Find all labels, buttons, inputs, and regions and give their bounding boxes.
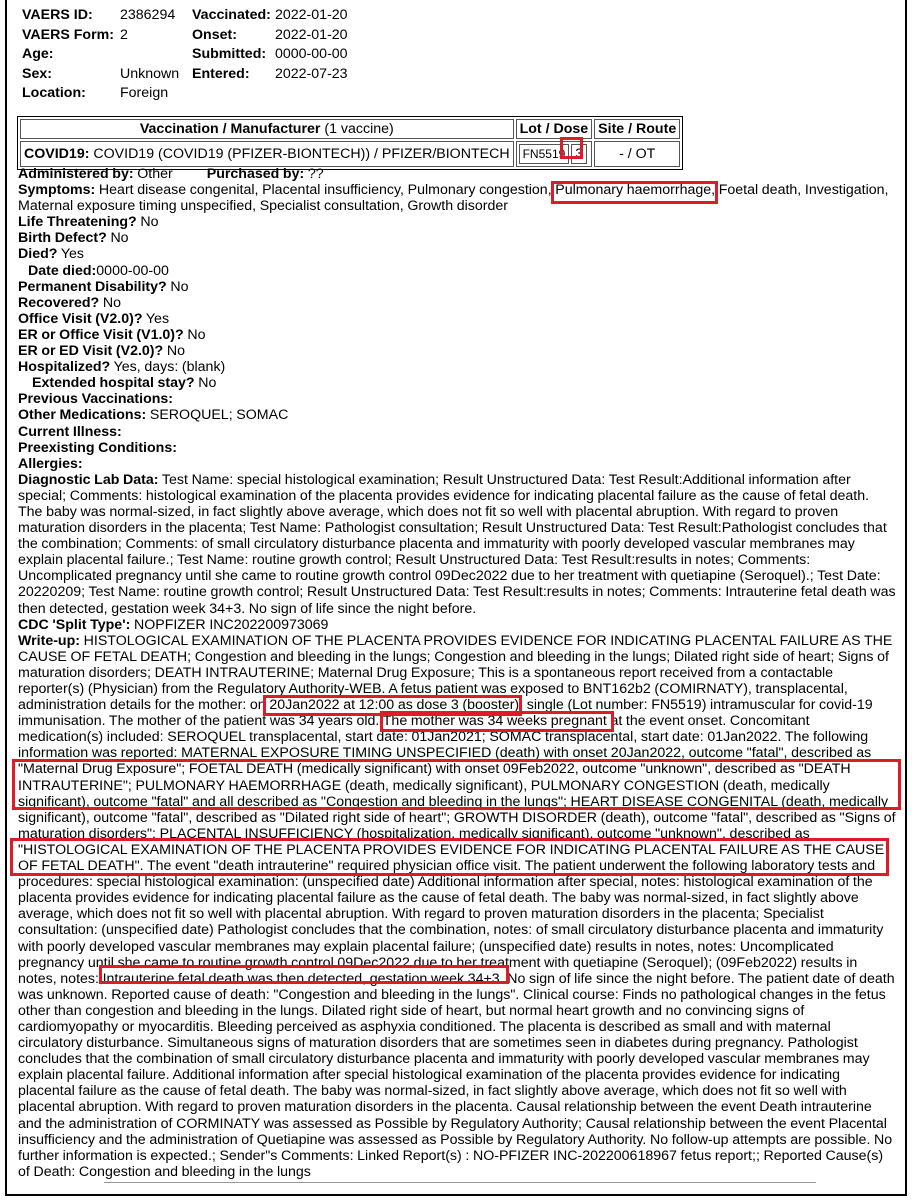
er-ed-row: ER or ED Visit (V2.0)? No <box>18 343 185 360</box>
writeup-row: Write-up: HISTOLOGICAL EXAMINATION OF THE PLACENTA PROVIDES EVIDENCE FOR INDICATING PLACENTAL FAILURE AS THE CAUSE OF FETAL DEATH; Congestion and bleeding in the lungs; Congestion and bleeding in the lungs; Dilated right side of heart; Signs of maturation disorders; DEATH INTRAUTERINE; Maternal Drug Exposure; This is a spontaneous report received from a contactable reporter(s) (Physician) from the Regulatory Authority-WEB. A fetus patient was exposed to BNT162b2 (COMIRNATY), transplacental, administration details for the mother: on 20Jan2022 at 12:00 as dose 3 (booster), single (Lot number: FN5519) intramuscular for covid-19 immunisation. The mother of the patient was 34 years old. The mother was 34 weeks pregnant at the event onset. Concomitant medication(s) included: SEROQUEL transplacental, start date: 01Jan2021; SOMAC transplacental, start date: 01Jan2022. The following information was reported: MATERNAL EXPOSURE TIMING UNSPECIFIED (death) with onset 20Jan2022, outcome "fatal", described as "Maternal Drug Exposure"; FOETAL DEATH (medically significant) with onset 09Feb2022, outcome "unknown", described as "DEATH INTRAUTERINE"; PULMONARY HAEMORRHAGE (death, medically significant), PULMONARY CONGESTION (death, medically significant), outcome "fatal" and all described as "Congestion and bleeding in the lungs"; HEART DISEASE CONGENITAL (death, medically significant), outcome "fatal", described as "Dilated right side of heart"; GROWTH DISORDER (death), outcome "fatal", described as "Signs of maturation disorders"; PLACENTAL INSUFFICIENCY (hospitalization, medically significant), outcome "unknown", described as "HISTOLOGICAL EXAMINATION OF THE PLACENTA PROVIDES EVIDENCE FOR INDICATING PLACENTAL FAILURE AS THE CAUSE OF FETAL DEATH". The event "death intrauterine" required physician office visit. The patient underwent the following laboratory tests and procedures: special histological examination: (unspecified date) Additional information after special, notes: histological examination of the placenta provides evidence for indicating placental failure as the cause of fetal death. The baby was normal-sized, in fact slightly above average, which does not fit so well with placental abruption. With regard to proven maturation disorders in the placenta; Specialist consultation: (unspecified date) Pathologist concludes that the combination, notes: of small circulatory disturbance placenta and immaturity with poorly developed vascular membranes may explain placental failure; (unspecified date) results in notes, notes: Uncomplicated pregnancy until she came to routine growth control 09Dec2022 due to her treatment with quetiapine (Seroquel); (09Feb2022) results in notes, notes: Intrauterine fetal death was then detected, gestation week 34+3. No sign of life since the night before. The patient date of death was unknown. Reported cause of death: "Congestion and bleeding in the lungs". Clinical course: Finds no pathological changes in the fetus other than congestion and bleeding in the lungs. Dilated right side of heart, but normal heart growth and no convincing signs of cardiomyopathy or myocarditis. Bleeding perceived as asphyxia conditioned. The placenta is described as small and with maternal circulatory disturbance. Simultaneous signs of maturation disorders that are sometimes seen in diabetes during pregnancy. Pathologist concludes that the combination of small circulatory disturbance placenta and immaturity with poorly developed vascular membranes may explain placental failure. Additional information after special histological examination of the placenta provides evidence for indicating placental failure as the cause of fetal death. The baby was normal-sized, in fact slightly above average, which does not fit so well with placental abruption. With regard to proven maturation disorders in the placenta. Causal relationship between the event Death intrauterine and the administration of CORMINATY was assessed as Possible by Regulatory Authority; Causal relationship between the event Placental insufficiency and the administration of Quetiapine was assessed as Possible by Regulatory Authority. No follow-up attempts are possible. No further information is expected.; Sender"s Comments: Linked Report(s) : NO-PFIZER INC-202200618967 fetus report;; Reported Cause(s) of Death: Congestion and bleeding in the lungs <box>18 632 896 1180</box>
site-route-cell: - / OT <box>594 141 680 167</box>
location-value: Foreign <box>120 85 169 101</box>
writeup-text: HISTOLOGICAL EXAMINATION OF THE PLACENTA PROVIDES EVIDENCE FOR INDICATING PLACENTAL FAILURE AS THE CAUSE OF FETAL DEATH; Congestion and bleeding in the lungs; Congestion and bleeding in the lungs; Dilated right side of heart; Signs of maturation disorders; DEATH INTRAUTERINE; Maternal Drug Exposure; This is a spontaneous report received from a contactable reporter(s) (Physician) from the Regulatory Authority-WEB. A fetus patient was exposed to BNT162b2 (COMIRNATY), transplacental, administration details for the mother: on 20Jan2022 at 12:00 as dose 3 (booster), single (Lot number: FN5519) intramuscular for covid-19 immunisation. The mother of the patient was 34 years old. The mother was 34 weeks pregnant at the event onset. Concomitant medication(s) included: SEROQUEL transplacental, start date: 01Jan2021; SOMAC transplacental, start date: 01Jan2022. The following information was reported: MATERNAL EXPOSURE TIMING UNSPECIFIED (death) with onset 20Jan2022, outcome "fatal", described as "Maternal Drug Exposure"; FOETAL DEATH (medically significant) with onset 09Feb2022, outcome "unknown", described as "DEATH INTRAUTERINE"; PULMONARY HAEMORRHAGE (death, medically significant), PULMONARY CONGESTION (death, medically significant), outcome "fatal" and all described as "Congestion and bleeding in the lungs"; HEART DISEASE CONGENITAL (death, medically significant), outcome "fatal", described as "Dilated right side of heart"; GROWTH DISORDER (death), outcome "fatal", described as "Signs of maturation disorders"; PLACENTAL INSUFFICIENCY (hospitalization, medically significant), outcome "unknown", described as "HISTOLOGICAL EXAMINATION OF THE PLACENTA PROVIDES EVIDENCE FOR INDICATING PLACENTAL FAILURE AS THE CAUSE OF FETAL DEATH". The event "death intrauterine" required physician office visit. The patient underwent the following laboratory tests and procedures: special histological examination: (unspecified date) Additional information after special, notes: histological examination of the placenta provides evidence for indicating placental failure as the cause of fetal death. The baby was normal-sized, in fact slightly above average, which does not fit so well with placental abruption. With regard to proven maturation disorders in the placenta; Specialist consultation: (unspecified date) Pathologist concludes that the combination, notes: of small circulatory disturbance placenta and immaturity with poorly developed vascular membranes may explain placental failure; (unspecified date) results in notes, notes: Uncomplicated pregnancy until she came to routine growth control 09Dec2022 due to her treatment with quetiapine (Seroquel); (09Feb2022) results in notes, notes: Intrauterine fetal death was then detected, gestation week 34+3. No sign of life since the night before. The patient date of death was unknown. Reported cause of death: "Congestion and bleeding in the lungs". Clinical course: Finds no pathological changes in the fetus other than congestion and bleeding in the lungs. Dilated right side of heart, but normal heart growth and no convincing signs of cardiomyopathy or myocarditis. Bleeding perceived as asphyxia conditioned. The placenta is described as small and with maternal circulatory disturbance. Simultaneous signs of maturation disorders that are sometimes seen in diabetes during pregnancy. Pathologist concludes that the combination of small circulatory disturbance placenta and immaturity with poorly developed vascular membranes may explain placental failure. Additional information after special histological examination of the placenta provides evidence for indicating placental failure as the cause of fetal death. The baby was normal-sized, in fact slightly above average, which does not fit so well with placental abruption. With regard to proven maturation disorders in the placenta. Causal relationship between the event Death intrauterine and the administration of CORMINATY was assessed as Possible by Regulatory Authority; Causal relationship between the event Placental insufficiency and the administration of Quetiapine was assessed as Possible by Regulatory Authority. No follow-up attempts are possible. No further information is expected.; Sender"s Comments: Linked Report(s) : NO-PFIZER INC-202200618967 fetus report;; Reported Cause(s) of Death: Congestion and bleeding in the lungs <box>18 632 896 1180</box>
died-row: Died? Yes <box>18 246 84 263</box>
extended-stay-row: Extended hospital stay? No <box>32 375 217 392</box>
location-label: Location: <box>22 85 86 101</box>
birth-defect-row: Birth Defect? No <box>18 230 129 247</box>
diagnostic-row: Diagnostic Lab Data: Test Name: special histological examination; Result Unstructured Data: Test Result:Additional information after special; Comments: histological examination of the placenta provides evidence for indicating placental failure as the cause of fetal death. The baby was normal-sized, in fact slightly above average, which does not fit so well with placental abruption. With regard to proven maturation disorders in the placenta; Test Name: Pathologist consultation; Result Unstructured Data: Test Result:Pathologist concludes that the combination; Comments: of small circulatory disturbance placenta and immaturity with poorly developed vascular membranes may explain placental failure.; Test Name: routine growth control; Result Unstructured Data: Test Result:results in notes; Comments: Uncomplicated pregnancy until she came to routine growth control 09Dec2022 due to her treatment with quetiapine (Seroquel).; Test Date: 20220209; Test Name: routine growth control; Result Unstructured Data: Test Result:results in notes; Comments: Intrauterine fetal death was then detected, gestation week 34+3. No sign of life since the night before. <box>18 471 896 617</box>
office-visit-row: Office Visit (V2.0)? Yes <box>18 310 170 327</box>
symptoms-text: Heart disease congenital, Placental insufficiency, Pulmonary congestion, Pulmonary haemorrhage, Foetal death, Investigation, Maternal exposure timing unspecified, Specialist consultation, Growth disorder <box>18 182 889 215</box>
report-header <box>20 7 350 105</box>
table-row <box>20 141 680 167</box>
diagnostic-text: Test Name: special histological examination; Result Unstructured Data: Test Result:Additional information after special; Comments: histological examination of the placenta provides evidence for indicating placental failure as the cause of fetal death. The baby was normal-sized, in fact slightly above average, which does not fit so well with placental abruption. With regard to proven maturation disorders in the placenta; Test Name: Pathologist consultation; Result Unstructured Data: Test Result:Pathologist concludes that the combination; Comments: of small circulatory disturbance placenta and immaturity with poorly developed vascular membranes may explain placental failure.; Test Name: routine growth control; Result Unstructured Data: Test Result:results in notes; Comments: Uncomplicated pregnancy until she came to routine growth control 09Dec2022 due to her treatment with quetiapine (Seroquel).; Test Date: 20220209; Test Name: routine growth control; Result Unstructured Data: Test Result:results in notes; Comments: Intrauterine fetal death was then detected, gestation week 34+3. No sign of life since the night before. <box>18 471 896 617</box>
vaccine-name-cell: COVID19: COVID19 (COVID19 (PFIZER-BIONTECH)) / PFIZER/BIONTECH <box>20 141 514 167</box>
entered-label: Entered: <box>192 65 250 82</box>
vaccinated-label: Vaccinated: <box>192 7 271 23</box>
submitted-value: 0000-00-00 <box>275 46 348 62</box>
dose-number: 3 <box>571 144 587 164</box>
previous-vaccinations-row: Previous Vaccinations: <box>18 391 174 408</box>
col-lot-dose: Lot / Dose <box>516 119 593 139</box>
hospitalized-row: Hospitalized? Yes, days: (blank) <box>18 359 226 376</box>
permanent-disability-row: Permanent Disability? No <box>18 278 189 295</box>
preexisting-row: Preexisting Conditions: <box>18 439 177 456</box>
age-label: Age: <box>22 46 54 62</box>
vaers-id-label: VAERS ID: <box>22 7 93 23</box>
sex-value: Unknown <box>120 65 180 82</box>
allergies-row: Allergies: <box>18 455 83 472</box>
entered-value: 2022-07-23 <box>275 65 348 82</box>
other-medications-row: Other Medications: SEROQUEL; SOMAC <box>18 407 289 424</box>
recovered-row: Recovered? No <box>18 294 122 311</box>
age-value <box>118 46 190 66</box>
submitted-label: Submitted: <box>192 46 267 62</box>
symptoms-row: Symptoms: Heart disease congenital, Placental insufficiency, Pulmonary congestion, Pulmonary haemorrhage, Foetal death, Investigation, Maternal exposure timing unspecified, Specialist consultation, Growth disorder <box>18 182 889 215</box>
er-office-row: ER or Office Visit (V1.0)? No <box>18 326 206 343</box>
cdc-split-row: CDC 'Split Type': NOPFIZER INC202200973069 <box>18 616 329 633</box>
report-details <box>18 166 896 1180</box>
bottom-divider <box>104 1182 816 1183</box>
life-threatening-row: Life Threatening? No <box>18 214 159 231</box>
col-vaccination-manufacturer: Vaccination / Manufacturer (1 vaccine) <box>20 119 514 139</box>
onset-value: 2022-01-20 <box>275 26 348 43</box>
col-site-route: Site / Route <box>594 119 680 139</box>
vaers-form-value: 2 <box>120 26 128 43</box>
vaers-id-value: 2386294 <box>120 7 176 23</box>
current-illness-row: Current Illness: <box>18 423 122 440</box>
vaccine-table-header <box>20 119 680 139</box>
onset-label: Onset: <box>192 26 237 43</box>
administered-row: Administered by: Other Purchased by: ?? <box>18 166 324 182</box>
sex-label: Sex: <box>22 65 52 82</box>
vaccinated-value: 2022-01-20 <box>275 7 348 23</box>
lot-dose-cell <box>516 141 593 167</box>
vaccine-table <box>17 116 683 170</box>
vaers-form-label: VAERS Form: <box>22 26 114 43</box>
date-died-row: Date died:0000-00-00 <box>28 262 169 279</box>
lot-number: FN5519 <box>519 144 570 164</box>
